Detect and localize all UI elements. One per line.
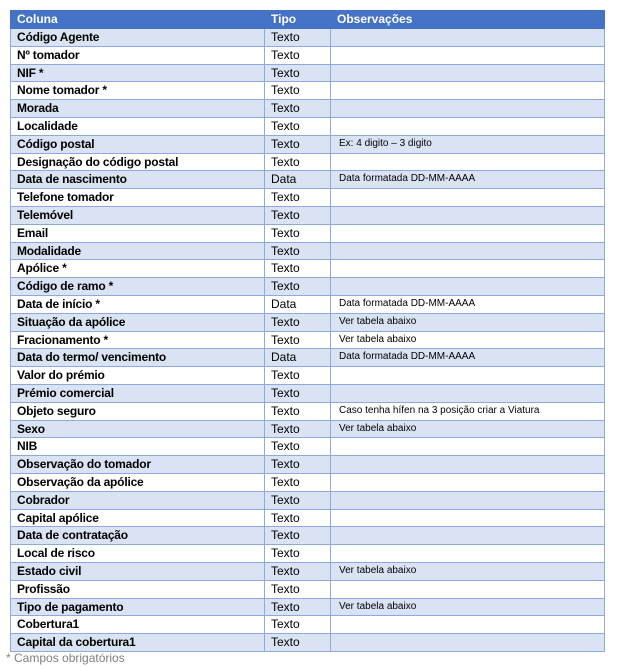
table-row — [11, 527, 605, 545]
table-row — [11, 100, 605, 118]
cell-observacoes — [331, 189, 605, 207]
table-row — [11, 29, 605, 47]
cell-coluna: Código de ramo * — [11, 278, 265, 296]
table-row — [11, 420, 605, 438]
cell-tipo: Texto — [265, 46, 331, 64]
cell-coluna: Apólice * — [11, 260, 265, 278]
cell-observacoes — [331, 260, 605, 278]
cell-tipo: Data — [265, 295, 331, 313]
cell-coluna: Fracionamento * — [11, 331, 265, 349]
table-row — [11, 64, 605, 82]
table-row — [11, 545, 605, 563]
cell-observacoes — [331, 509, 605, 527]
table-row — [11, 278, 605, 296]
table-row — [11, 456, 605, 474]
cell-tipo: Texto — [265, 117, 331, 135]
cell-coluna: NIF * — [11, 64, 265, 82]
cell-coluna: Observação da apólice — [11, 473, 265, 491]
cell-coluna: Objeto seguro — [11, 402, 265, 420]
table-row — [11, 491, 605, 509]
cell-coluna: Tipo de pagamento — [11, 598, 265, 616]
cell-coluna: Local de risco — [11, 545, 265, 563]
cell-coluna: Situação da apólice — [11, 313, 265, 331]
cell-tipo: Texto — [265, 82, 331, 100]
cell-tipo: Texto — [265, 438, 331, 456]
cell-tipo: Texto — [265, 135, 331, 153]
cell-tipo: Texto — [265, 153, 331, 171]
cell-coluna: Capital apólice — [11, 509, 265, 527]
table-row — [11, 402, 605, 420]
cell-tipo: Texto — [265, 384, 331, 402]
table-body — [11, 29, 605, 652]
cell-observacoes — [331, 580, 605, 598]
table-row — [11, 509, 605, 527]
cell-tipo: Texto — [265, 616, 331, 634]
table-row — [11, 82, 605, 100]
cell-coluna: Nome tomador * — [11, 82, 265, 100]
table-row — [11, 224, 605, 242]
cell-coluna: Valor do prémio — [11, 367, 265, 385]
table-row — [11, 580, 605, 598]
table-row — [11, 46, 605, 64]
table-row — [11, 562, 605, 580]
table-row — [11, 313, 605, 331]
cell-observacoes: Ver tabela abaixo — [331, 331, 605, 349]
cell-observacoes — [331, 634, 605, 652]
table-row — [11, 349, 605, 367]
cell-observacoes: Ver tabela abaixo — [331, 562, 605, 580]
cell-coluna: Data de contratação — [11, 527, 265, 545]
cell-coluna: Telemóvel — [11, 206, 265, 224]
cell-coluna: Capital da cobertura1 — [11, 634, 265, 652]
cell-coluna: Prémio comercial — [11, 384, 265, 402]
cell-observacoes — [331, 473, 605, 491]
cell-coluna: Modalidade — [11, 242, 265, 260]
cell-coluna: Estado civil — [11, 562, 265, 580]
cell-observacoes — [331, 456, 605, 474]
cell-tipo: Texto — [265, 260, 331, 278]
table-row — [11, 384, 605, 402]
cell-observacoes — [331, 438, 605, 456]
cell-tipo: Texto — [265, 598, 331, 616]
table-row — [11, 135, 605, 153]
cell-tipo: Data — [265, 349, 331, 367]
cell-observacoes — [331, 117, 605, 135]
cell-tipo: Texto — [265, 402, 331, 420]
table-row — [11, 171, 605, 189]
cell-coluna: Morada — [11, 100, 265, 118]
cell-observacoes: Caso tenha hífen na 3 posição criar a Viatura — [331, 402, 605, 420]
cell-coluna: Data de nascimento — [11, 171, 265, 189]
cell-tipo: Texto — [265, 580, 331, 598]
cell-observacoes — [331, 46, 605, 64]
cell-observacoes — [331, 367, 605, 385]
header-coluna: Coluna — [11, 11, 265, 29]
field-table — [10, 10, 605, 652]
cell-tipo: Texto — [265, 491, 331, 509]
header-observacoes: Observações — [331, 11, 605, 29]
cell-tipo: Texto — [265, 331, 331, 349]
cell-observacoes — [331, 278, 605, 296]
cell-tipo: Texto — [265, 509, 331, 527]
cell-coluna: Telefone tomador — [11, 189, 265, 207]
cell-tipo: Texto — [265, 100, 331, 118]
cell-observacoes — [331, 82, 605, 100]
cell-tipo: Texto — [265, 473, 331, 491]
cell-coluna: Cobrador — [11, 491, 265, 509]
cell-observacoes: Data formatada DD-MM-AAAA — [331, 349, 605, 367]
cell-observacoes — [331, 64, 605, 82]
cell-tipo: Texto — [265, 456, 331, 474]
cell-observacoes: Ex: 4 digito – 3 digito — [331, 135, 605, 153]
cell-tipo: Texto — [265, 278, 331, 296]
header-tipo: Tipo — [265, 11, 331, 29]
table-row — [11, 331, 605, 349]
table-row — [11, 473, 605, 491]
table-row — [11, 367, 605, 385]
cell-coluna: Sexo — [11, 420, 265, 438]
cell-observacoes — [331, 224, 605, 242]
cell-coluna: Código Agente — [11, 29, 265, 47]
table-header-row — [11, 11, 605, 29]
cell-tipo: Texto — [265, 189, 331, 207]
cell-observacoes: Ver tabela abaixo — [331, 598, 605, 616]
cell-observacoes — [331, 242, 605, 260]
cell-tipo: Texto — [265, 527, 331, 545]
cell-observacoes — [331, 206, 605, 224]
cell-observacoes — [331, 384, 605, 402]
cell-coluna: Nº tomador — [11, 46, 265, 64]
cell-tipo: Texto — [265, 224, 331, 242]
cell-observacoes: Ver tabela abaixo — [331, 420, 605, 438]
cell-tipo: Texto — [265, 545, 331, 563]
cell-observacoes — [331, 616, 605, 634]
cell-coluna: Email — [11, 224, 265, 242]
cell-observacoes — [331, 527, 605, 545]
cell-tipo: Data — [265, 171, 331, 189]
cell-tipo: Texto — [265, 367, 331, 385]
cell-observacoes: Data formatada DD-MM-AAAA — [331, 295, 605, 313]
table-row — [11, 189, 605, 207]
cell-coluna: Cobertura1 — [11, 616, 265, 634]
table-row — [11, 598, 605, 616]
table-row — [11, 634, 605, 652]
table-row — [11, 117, 605, 135]
table-row — [11, 295, 605, 313]
cell-tipo: Texto — [265, 562, 331, 580]
table-row — [11, 206, 605, 224]
cell-coluna: Data do termo/ vencimento — [11, 349, 265, 367]
document — [10, 10, 604, 652]
cell-tipo: Texto — [265, 634, 331, 652]
cell-tipo: Texto — [265, 29, 331, 47]
table-row — [11, 616, 605, 634]
cell-observacoes — [331, 29, 605, 47]
cell-observacoes — [331, 153, 605, 171]
cell-coluna: Designação do código postal — [11, 153, 265, 171]
cell-coluna: Observação do tomador — [11, 456, 265, 474]
cell-coluna: Profissão — [11, 580, 265, 598]
cell-tipo: Texto — [265, 420, 331, 438]
cell-observacoes — [331, 545, 605, 563]
table-row — [11, 260, 605, 278]
cell-observacoes: Data formatada DD-MM-AAAA — [331, 171, 605, 189]
cell-coluna: Data de início * — [11, 295, 265, 313]
cell-observacoes: Ver tabela abaixo — [331, 313, 605, 331]
cell-observacoes — [331, 491, 605, 509]
cell-tipo: Texto — [265, 64, 331, 82]
cell-tipo: Texto — [265, 206, 331, 224]
cell-coluna: NIB — [11, 438, 265, 456]
table-row — [11, 153, 605, 171]
cell-coluna: Localidade — [11, 117, 265, 135]
cell-tipo: Texto — [265, 313, 331, 331]
cell-tipo: Texto — [265, 242, 331, 260]
cell-observacoes — [331, 100, 605, 118]
table-row — [11, 242, 605, 260]
cell-coluna: Código postal — [11, 135, 265, 153]
footnote: * Campos obrigatórios — [6, 651, 125, 665]
table-row — [11, 438, 605, 456]
